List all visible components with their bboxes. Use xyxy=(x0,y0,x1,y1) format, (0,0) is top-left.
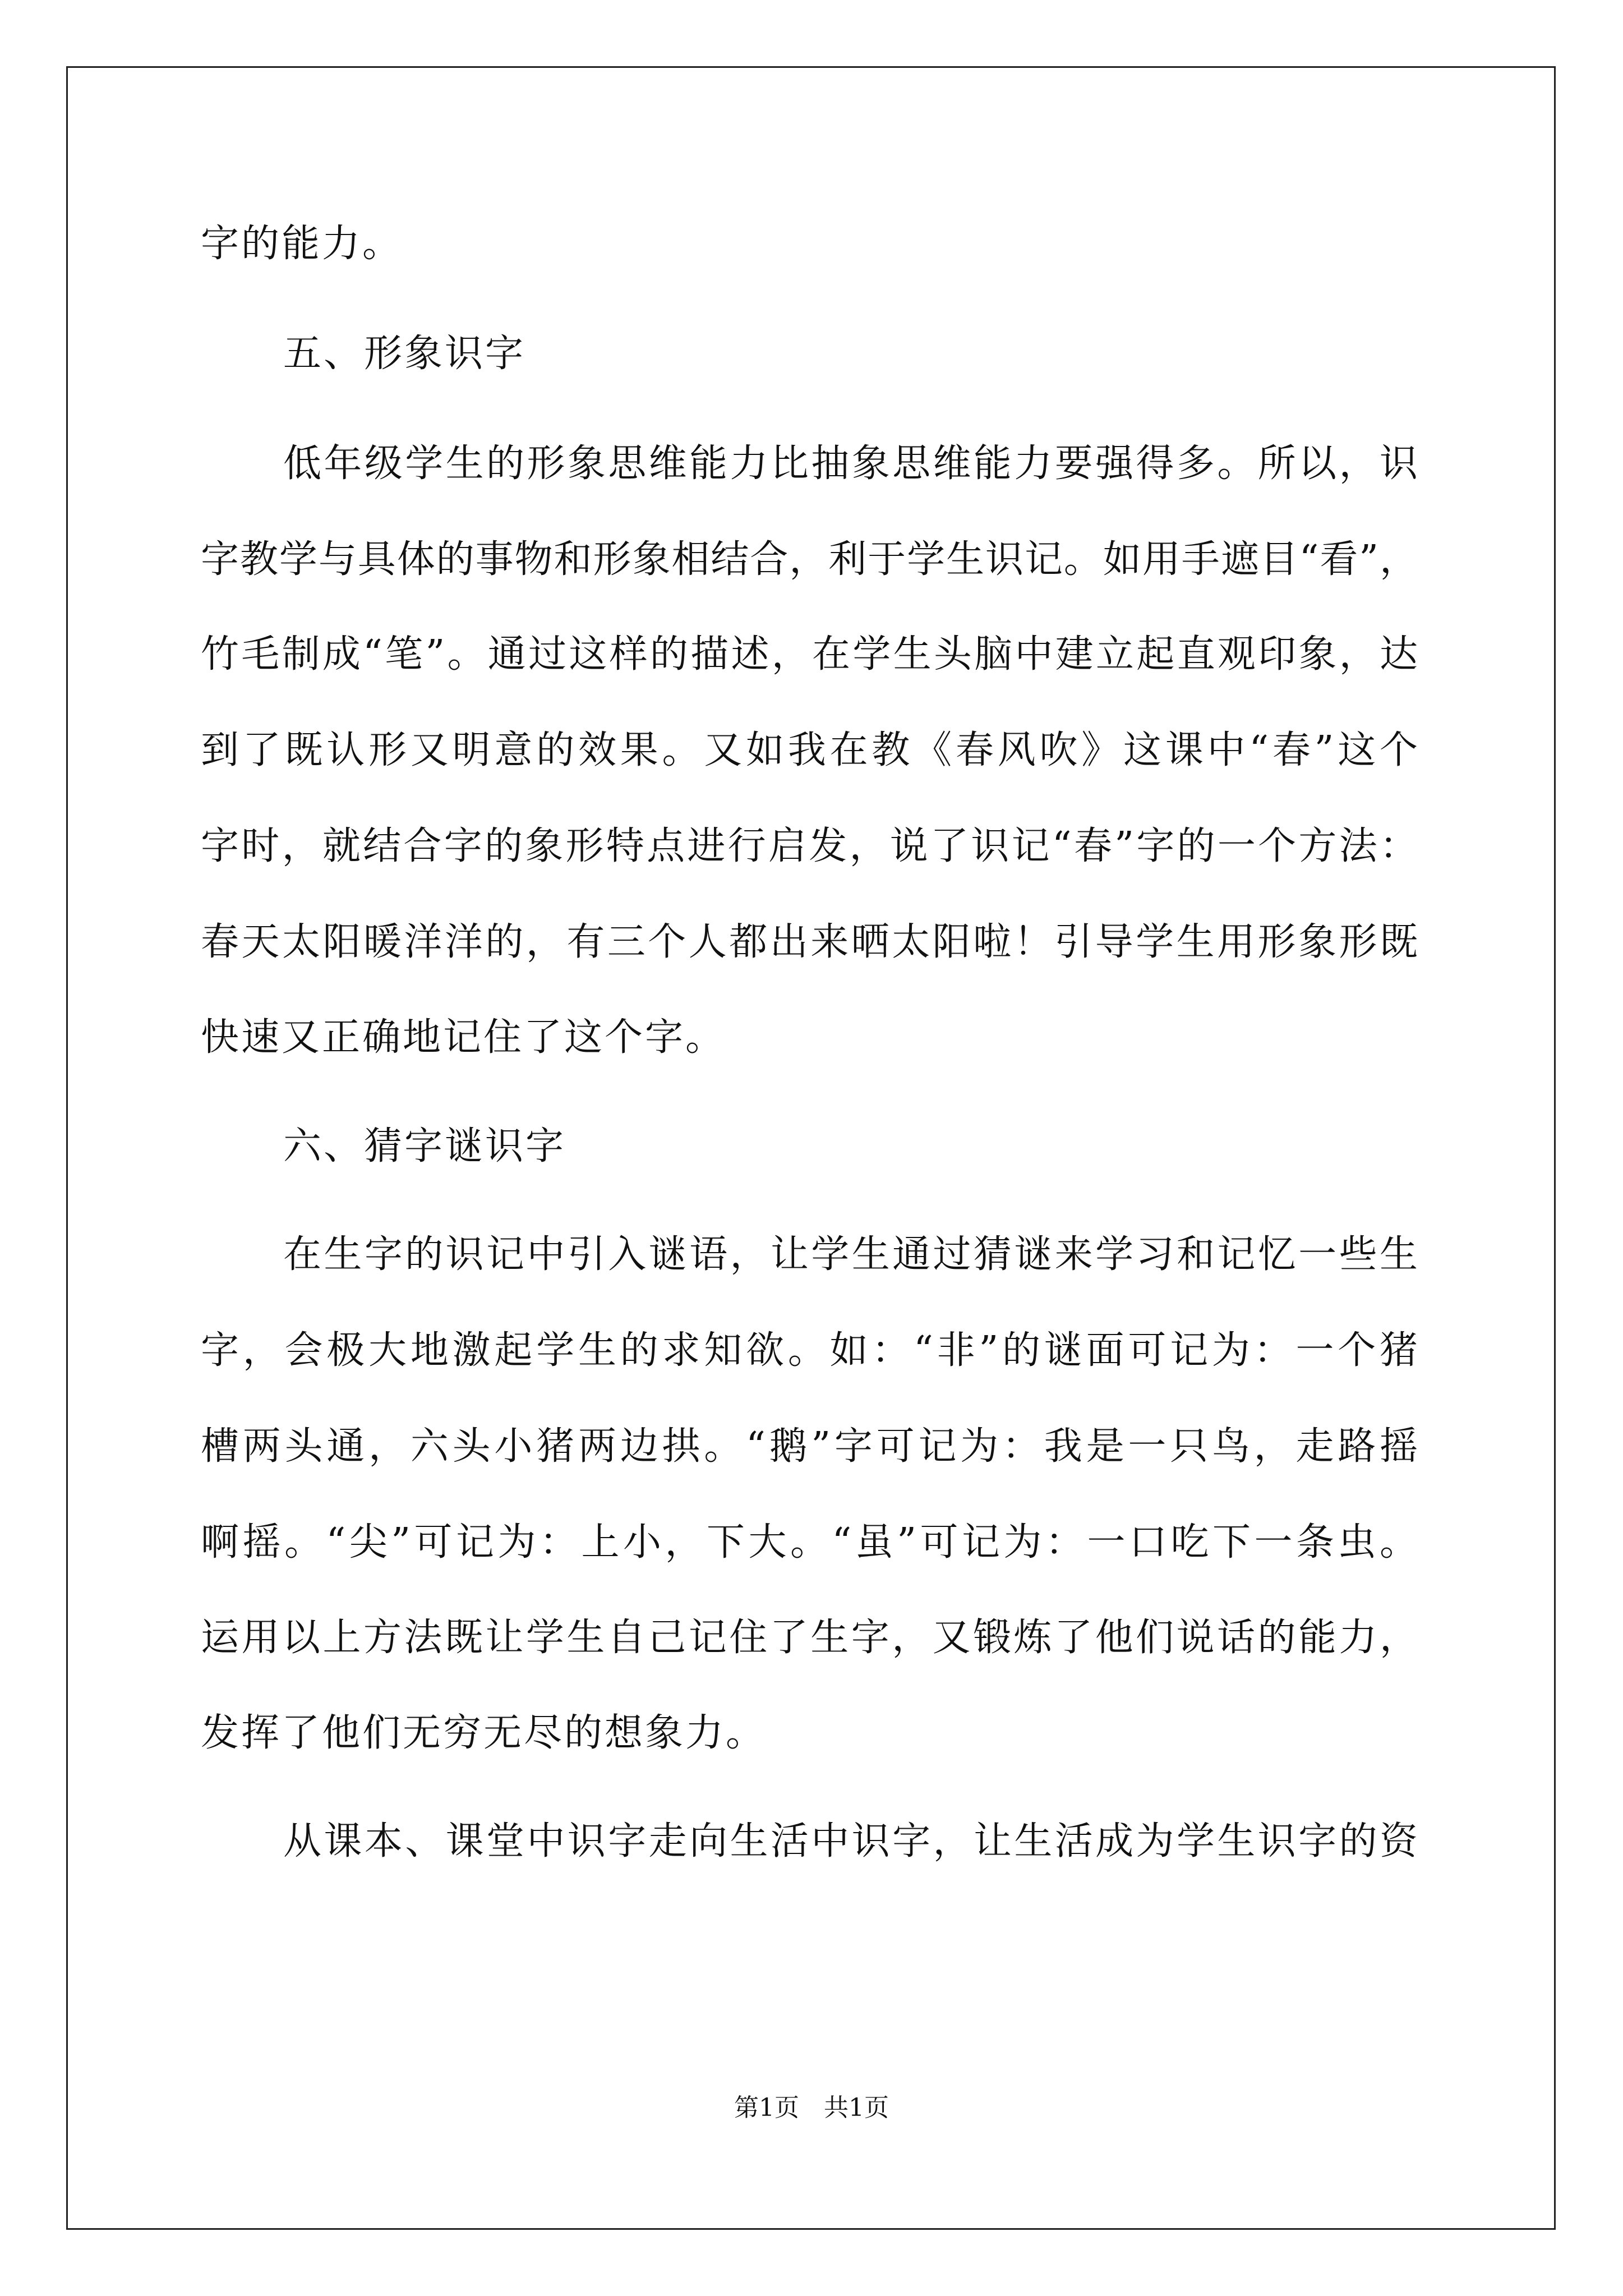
paragraph-line: 竹毛制成“笔”。通过这样的描述，在学生头脑中建立起直观印象，达 xyxy=(201,632,1418,677)
paragraph-line: 字，会极大地激起学生的求知欲。如：“非”的谜面可记为：一个猪 xyxy=(201,1328,1418,1373)
page-footer: 第1页 共1页 xyxy=(734,2093,889,2122)
paragraph-line: 在生字的识记中引入谜语，让学生通过猜谜来学习和记忆一些生 xyxy=(283,1232,1418,1277)
paragraph-line: 字时，就结合字的象形特点进行启发，说了识记“春”字的一个方法： xyxy=(201,824,1418,868)
section-heading: 五、形象识字 xyxy=(283,332,526,376)
paragraph-line: 字的能力。 xyxy=(201,222,403,266)
paragraph-line: 低年级学生的形象思维能力比抽象思维能力要强得多。所以，识 xyxy=(283,441,1418,486)
paragraph-line: 从课本、课堂中识字走向生活中识字，让生活成为学生识字的资 xyxy=(283,1819,1418,1864)
paragraph-line: 春天太阳暖洋洋的，有三个人都出来晒太阳啦！引导学生用形象形既 xyxy=(201,920,1418,964)
paragraph-line: 发挥了他们无穷无尽的想象力。 xyxy=(201,1711,767,1755)
paragraph-line: 快速又正确地记住了这个字。 xyxy=(201,1015,726,1060)
section-heading: 六、猜字谜识字 xyxy=(283,1124,566,1168)
paragraph-line: 槽两头通，六头小猪两边拱。“鹅”字可记为：我是一只鸟，走路摇 xyxy=(201,1424,1418,1469)
paragraph-line: 啊摇。“尖”可记为：上小，下大。“虽”可记为：一口吃下一条虫。 xyxy=(201,1520,1418,1565)
paragraph-line: 到了既认形又明意的效果。又如我在教《春风吹》这课中“春”这个 xyxy=(201,728,1418,772)
paragraph-line: 运用以上方法既让学生自己记住了生字，又锻炼了他们说话的能力， xyxy=(201,1616,1418,1660)
paragraph-line: 字教学与具体的事物和形象相结合，利于学生识记。如用手遮目“看”， xyxy=(201,537,1418,582)
